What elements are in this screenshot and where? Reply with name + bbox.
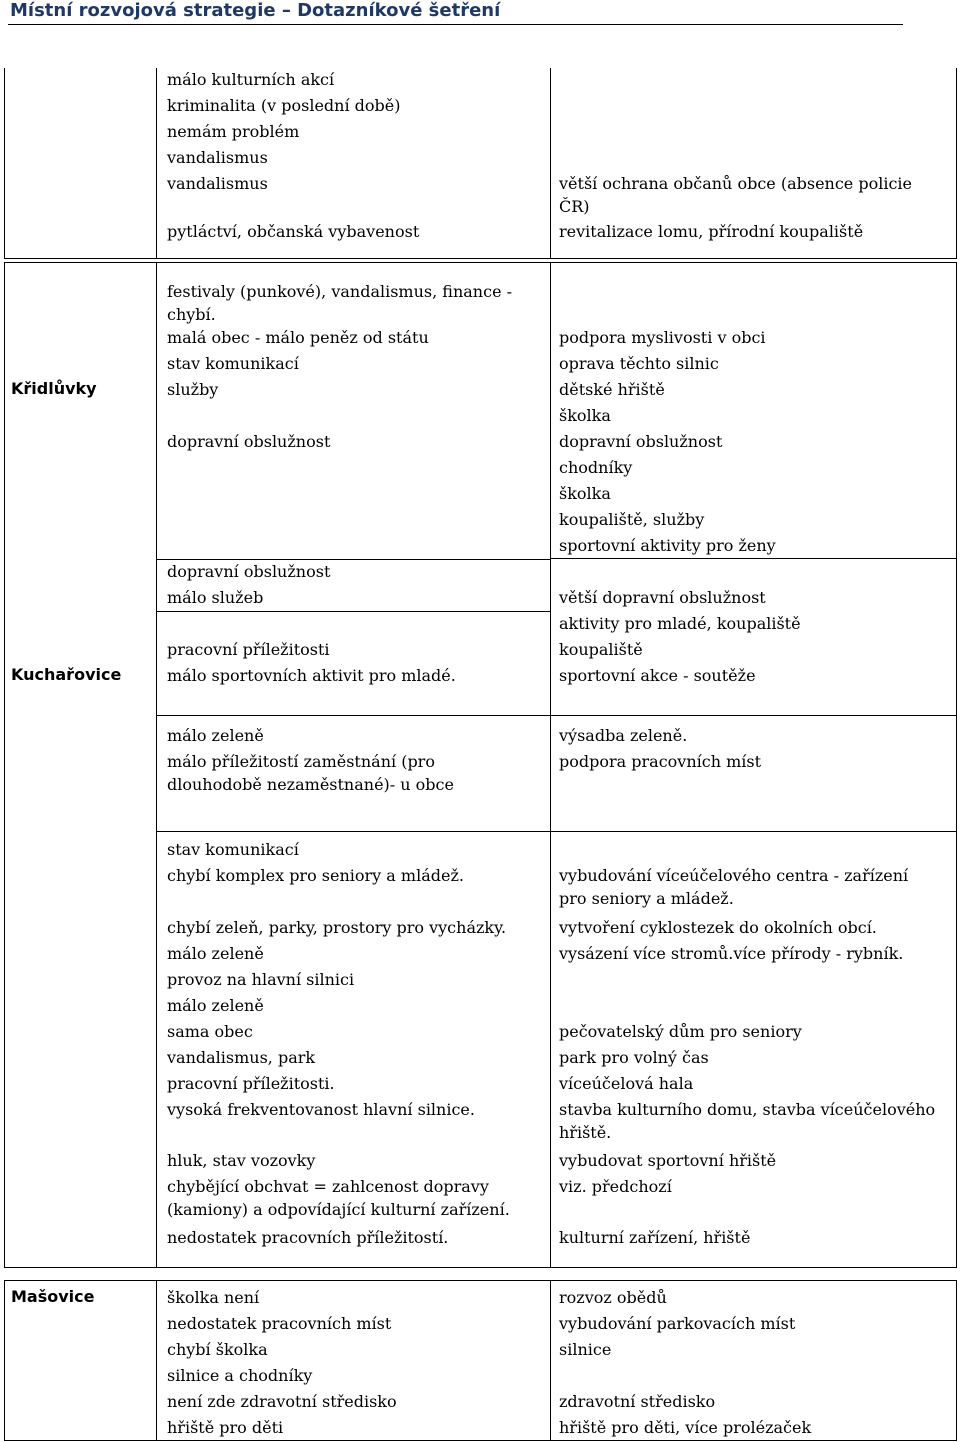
problem-cell: pracovní příležitosti. [167,1074,335,1093]
solution-cell: rozvoz obědů [559,1288,667,1307]
problem-cell: vandalismus [167,148,268,167]
problem-cell: vandalismus, park [167,1048,316,1067]
problem-cell: dopravní obslužnost [167,432,331,451]
problem-cell: chybí zeleň, parky, prostory pro vycházky. [167,918,507,937]
solution-cell: podpora myslivosti v obci [559,328,766,347]
problem-cell: málo sportovních aktivit pro mladé. [167,666,456,685]
problem-cell: nemám problém [167,122,300,141]
solution-cell: školka [559,406,611,425]
row-border [4,1440,957,1441]
problem-cell: služby [167,380,219,399]
problem-cell: silnice a chodníky [167,1366,313,1385]
problem-cell: festivaly (punkové), vandalismus, finance - chybí. [167,282,513,324]
problem-cell: vandalismus [167,174,268,193]
problem-cell: hluk, stav vozovky [167,1151,316,1170]
village-name: Mašovice [11,1287,95,1306]
column-border [956,68,957,259]
row-border [156,611,550,612]
column-border [4,68,5,259]
solution-cell: dětské hřiště [559,380,665,399]
problem-cell: hřiště pro děti [167,1418,284,1437]
column-border [550,68,551,259]
solution-cell: oprava těchto silnic [559,354,719,373]
problem-cell: málo zeleně [167,996,264,1015]
solution-cell: školka [559,484,611,503]
problem-cell: malá obec - málo peněz od státu [167,328,429,347]
solution-cell: pečovatelský dům pro seniory [559,1022,802,1041]
problem-cell: málo příležitostí zaměstnání (pro dlouhodobě nezaměstnané)- u obce [167,752,454,794]
problem-cell: vysoká frekventovanost hlavní silnice. [167,1100,475,1119]
solution-cell: dopravní obslužnost [559,432,723,451]
row-border [4,1267,957,1268]
column-border [956,1280,957,1441]
column-border [550,1280,551,1441]
problem-cell: není zde zdravotní středisko [167,1392,397,1411]
problem-cell: kriminalita (v poslední době) [167,96,401,115]
problem-cell: málo zeleně [167,944,264,963]
row-border [4,262,957,263]
solution-cell: víceúčelová hala [559,1074,694,1093]
problem-cell: chybí školka [167,1340,268,1359]
village-name: Kuchařovice [11,665,122,684]
solution-cell: park pro volný čas [559,1048,709,1067]
problem-cell: sama obec [167,1022,253,1041]
column-border [550,262,551,1268]
solution-cell: kulturní zařízení, hřiště [559,1228,751,1247]
column-border [156,1280,157,1441]
column-border [156,68,157,259]
solution-cell: viz. předchozí [559,1177,672,1196]
solution-cell: vysázení více stromů.více přírody - rybník. [559,944,904,963]
problem-cell: málo kulturních akcí [167,70,335,89]
column-border [156,262,157,1268]
column-border [4,1280,5,1441]
solution-cell: sportovní akce - soutěže [559,666,756,685]
page-header [8,0,903,25]
solution-cell: výsadba zeleně. [559,726,688,745]
solution-cell: silnice [559,1340,612,1359]
problem-cell: málo služeb [167,588,264,607]
solution-cell: chodníky [559,458,633,477]
row-border [4,1280,957,1281]
problem-cell: stav komunikací [167,354,299,373]
solution-cell: stavba kulturního domu, stavba víceúčelového hřiště. [559,1100,936,1142]
solution-cell: vybudování víceúčelového centra - zařízení pro seniory a mládež. [559,866,909,908]
problem-cell: pracovní příležitosti [167,640,330,659]
problem-cell: provoz na hlavní silnici [167,970,355,989]
solution-cell: podpora pracovních míst [559,752,762,771]
problem-cell: dopravní obslužnost [167,562,331,581]
solution-cell: sportovní aktivity pro ženy [559,536,776,555]
column-border [4,262,5,1268]
problem-cell: chybějící obchvat = zahlcenost dopravy (kamiony) a odpovídající kulturní zařízení. [167,1177,510,1219]
village-name: Křidlůvky [11,379,97,398]
row-border [550,558,956,559]
column-border [956,262,957,1268]
problem-cell: školka není [167,1288,260,1307]
problem-cell: stav komunikací [167,840,299,859]
solution-cell: vybudovat sportovní hřiště [559,1151,777,1170]
solution-cell: větší ochrana občanů obce (absence policie ČR) [559,174,913,216]
problem-cell: chybí komplex pro seniory a mládež. [167,866,464,885]
solution-cell: revitalizace lomu, přírodní koupaliště [559,222,864,241]
solution-cell: aktivity pro mladé, koupaliště [559,614,801,633]
solution-cell: vybudování parkovacích míst [559,1314,796,1333]
solution-cell: vytvoření cyklostezek do okolních obcí. [559,918,877,937]
problem-cell: pytláctví, občanská vybavenost [167,222,420,241]
row-border [156,715,956,716]
solution-cell: zdravotní středisko [559,1392,716,1411]
solution-cell: větší dopravní obslužnost [559,588,766,607]
problem-cell: nedostatek pracovních míst [167,1314,392,1333]
row-border [156,831,956,832]
problem-cell: málo zeleně [167,726,264,745]
solution-cell: hřiště pro děti, více prolézaček [559,1418,812,1437]
page-title: Místní rozvojová strategie – Dotazníkové šetření [10,0,501,21]
solution-cell: koupaliště [559,640,643,659]
problem-cell: nedostatek pracovních příležitostí. [167,1228,449,1247]
solution-cell: koupaliště, služby [559,510,705,529]
row-border [4,258,957,259]
